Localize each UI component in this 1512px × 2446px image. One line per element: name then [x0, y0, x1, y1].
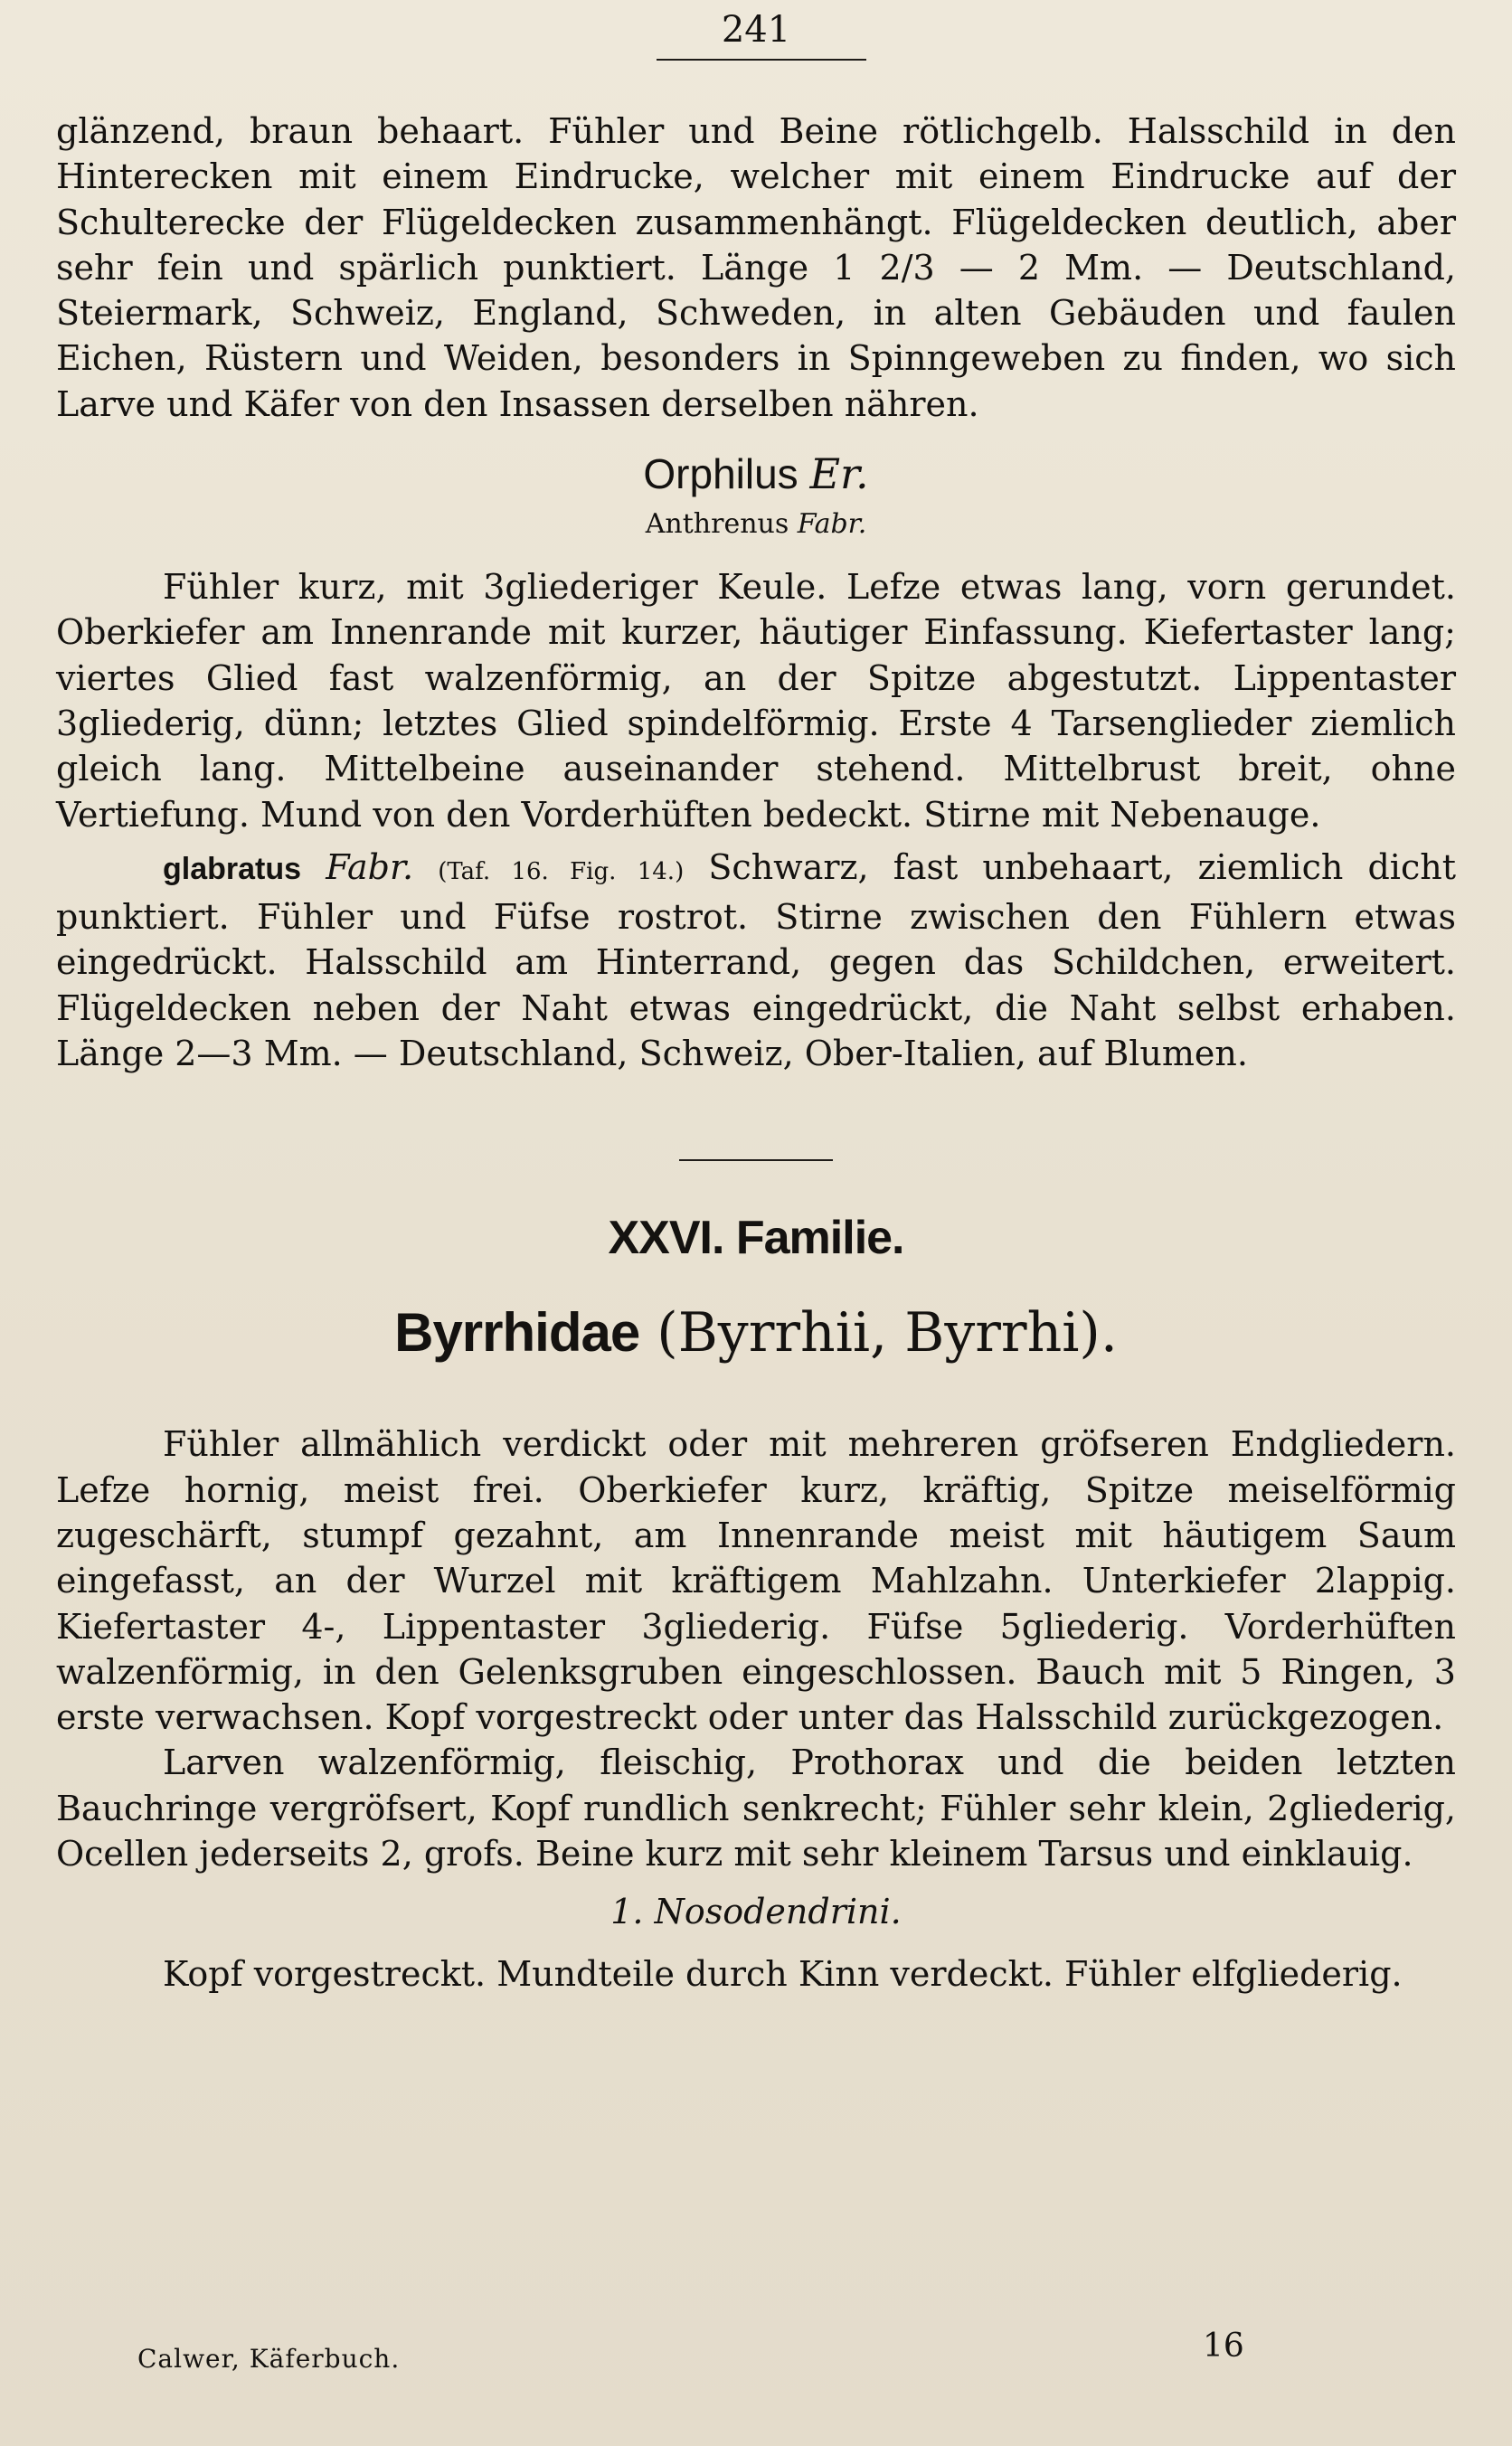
genus-name: Orphilus	[643, 450, 799, 498]
tribe-heading: 1. Nosodendrini.	[610, 1892, 902, 1932]
page-number: 241	[721, 9, 791, 51]
species-entry	[56, 845, 1456, 1076]
plate-reference: (Taf. 16. Fig. 14.)	[438, 857, 685, 885]
genus-description: Fühler kurz, mit 3gliederiger Keule. Lefze etwas lang, vorn gerundet. Oberkiefer am Innenrande mit kurzer, häutiger Einfassung. Kiefertaster lang; viertes Glied fast walzenförmig, an der Spitze abgestutzt. Lippentaster 3gliederig, dünn; letztes Glied spindelförmig. Erste 4 Tarsenglieder ziemlich gleich lang. Mittelbeine auseinander stehend. Mittelbrust breit, ohne Vertiefung. Mund von den Vorderhüften bedeckt. Stirne mit Nebenauge.	[56, 567, 1456, 835]
species-name: glabratus	[163, 851, 302, 886]
footer-signature-mark: 16	[1203, 2328, 1244, 2365]
genus-author: Er.	[809, 449, 869, 499]
family-heading: XXVI. Familie.	[608, 1212, 904, 1265]
genus-synonym	[56, 505, 1456, 544]
footer-book-title: Calwer, Käferbuch.	[137, 2344, 401, 2374]
species-description: Schwarz, fast unbehaart, ziemlich dicht punktiert. Fühler und Füfse rostrot. Stirne zwischen den Fühlern etwas eingedrückt. Halsschild am Hinterrand, gegen das Schildchen, erweitert. Flügeldecken neben der Naht etwas eingedrückt, die Naht selbst erhaben. Länge 2—3 Mm. — Deutschland, Schweiz, Ober-Italien, auf Blumen.	[56, 846, 1456, 1074]
species-author: Fabr.	[326, 846, 414, 887]
family-description-larva: Larven walzenförmig, fleischig, Prothorax und die beiden letzten Bauchringe vergröfsert, Kopf rundlich senkrecht; Fühler sehr klein, 2gliederig, Ocellen jederseits 2, grofs. Beine kurz mit sehr kleinem Tarsus und einklauig.	[56, 1742, 1456, 1875]
family-synonyms: (Byrrhii, Byrrhi).	[657, 1301, 1118, 1365]
section-separator	[679, 1159, 833, 1161]
family-description-adult: Fühler allmählich verdickt oder mit mehreren gröfseren Endgliedern. Lefze hornig, meist frei. Oberkiefer kurz, kräftig, Spitze meiselförmig zugeschärft, stumpf gezahnt, am Innenrande meist mit häutigem Saum eingefasst, an der Wurzel mit kräftigem Mahlzahn. Unterkiefer 2lappig. Kiefertaster 4-, Lippentaster 3gliederig. Füfse 5gliederig. Vorderhüften walzenförmig, in den Gelenksgruben eingeschlossen. Bauch mit 5 Ringen, 3 erste verwachsen. Kopf vorgestreckt oder unter das Halsschild zurückgezogen.	[56, 1424, 1456, 1738]
genus-heading	[56, 447, 1456, 501]
family-title	[56, 1295, 1456, 1371]
synonym-author: Fabr.	[797, 508, 867, 541]
family-name: Byrrhidae	[394, 1302, 640, 1364]
header-rule	[657, 59, 866, 61]
synonym-name: Anthrenus	[645, 508, 789, 541]
continuation-paragraph: glänzend, braun behaart. Fühler und Beine rötlichgelb. Halsschild in den Hinterecken mit einem Eindrucke, welcher mit einem Eindrucke auf der Schulterecke der Flügeldecken zusammenhängt. Flügeldecken deutlich, aber sehr fein und spärlich punktiert. Länge 1 2/3 — 2 Mm. — Deutschland, Steiermark, Schweiz, England, Schweden, in alten Gebäuden und faulen Eichen, Rüstern und Weiden, besonders in Spinngeweben zu finden, wo sich Larve und Käfer von den Insassen derselben nähren.	[56, 111, 1456, 424]
tribe-description: Kopf vorgestreckt. Mundteile durch Kinn verdeckt. Fühler elfgliederig.	[163, 1953, 1403, 1994]
page-content	[56, 109, 1456, 1997]
